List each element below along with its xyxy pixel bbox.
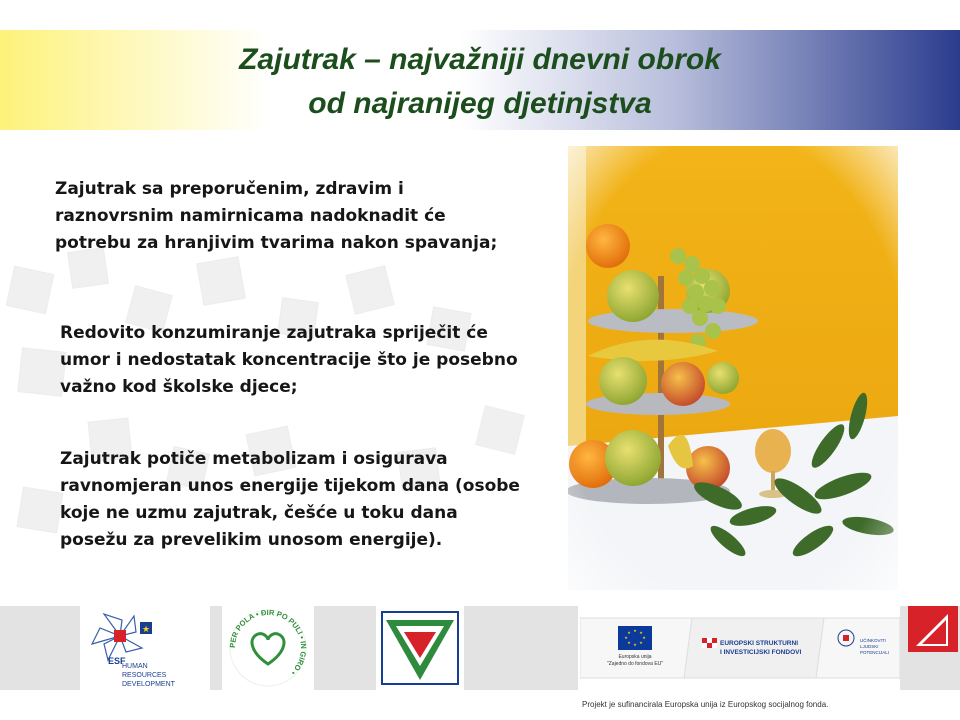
slide-title bbox=[0, 38, 960, 126]
eu-flag-caption-2: "Zajedno do fondova EU" bbox=[606, 661, 664, 667]
esf-letters: ESF bbox=[108, 656, 126, 666]
esf-line-2: RESOURCES bbox=[122, 672, 167, 679]
checkerboard-icon bbox=[702, 638, 717, 648]
svg-text:★: ★ bbox=[627, 640, 631, 645]
svg-text:★: ★ bbox=[633, 628, 637, 633]
ulj-line-1: UČINKOVITI bbox=[860, 638, 886, 643]
title-line-2: od najranijeg djetinjstva bbox=[308, 87, 652, 120]
corner-arrow-icon bbox=[908, 606, 958, 652]
funding-credit: Projekt je sufinancirala Europska unija iz Europskog socijalnog fonda. bbox=[582, 700, 829, 709]
title-line-1: Zajutrak – najvažniji dnevni obrok bbox=[239, 43, 721, 76]
eu-flag-icon bbox=[618, 626, 652, 650]
pinwheel-icon bbox=[92, 614, 152, 660]
paragraph-1: Zajutrak sa preporučenim, zdravim i raznovrsnim namirnicama nadoknadit će potrebu za hranjivim tvarima nakon spavanja; bbox=[55, 179, 498, 253]
circle-logo-text: PER POLA • ĐIR PO PULI • IN GIRO • bbox=[227, 607, 309, 678]
svg-text:★: ★ bbox=[639, 640, 643, 645]
ulj-line-2: LJUDSKI bbox=[860, 644, 879, 649]
ulj-line-3: POTENCIJALI bbox=[860, 650, 890, 655]
triangle-emblem-icon bbox=[380, 610, 460, 686]
esf-hrd-logo bbox=[84, 608, 208, 688]
per-pola-logo bbox=[224, 606, 312, 690]
svg-text:★: ★ bbox=[141, 624, 151, 634]
fruit-stand-photo bbox=[568, 146, 898, 590]
paragraph-3: Zajutrak potiče metabolizam i osigurava ravnomjeran unos energije tijekom dana (osobe koje ne uzmu zajutrak, češće u toku dana posežu za prevelikim unosom energije). bbox=[60, 449, 520, 550]
svg-text:★: ★ bbox=[627, 630, 631, 635]
svg-text:★: ★ bbox=[639, 630, 643, 635]
svg-text:★: ★ bbox=[642, 635, 646, 640]
structural-funds-line-2: I INVESTICIJSKI FONDOVI bbox=[720, 649, 802, 656]
eu-flag-caption-1: Europska unija bbox=[618, 654, 652, 660]
eu-funds-strip bbox=[580, 612, 900, 684]
esf-line-3: DEVELOPMENT bbox=[122, 681, 175, 688]
esf-line-1: HUMAN bbox=[122, 663, 148, 670]
svg-text:★: ★ bbox=[624, 635, 628, 640]
paragraph-2: Redovito konzumiranje zajutraka spriječit će umor i nedostatak koncentracije što je posebno važno kod školske djece; bbox=[60, 323, 518, 397]
structural-funds-line-1: EUROPSKI STRUKTURNI bbox=[720, 640, 799, 647]
svg-text:★: ★ bbox=[633, 642, 637, 647]
